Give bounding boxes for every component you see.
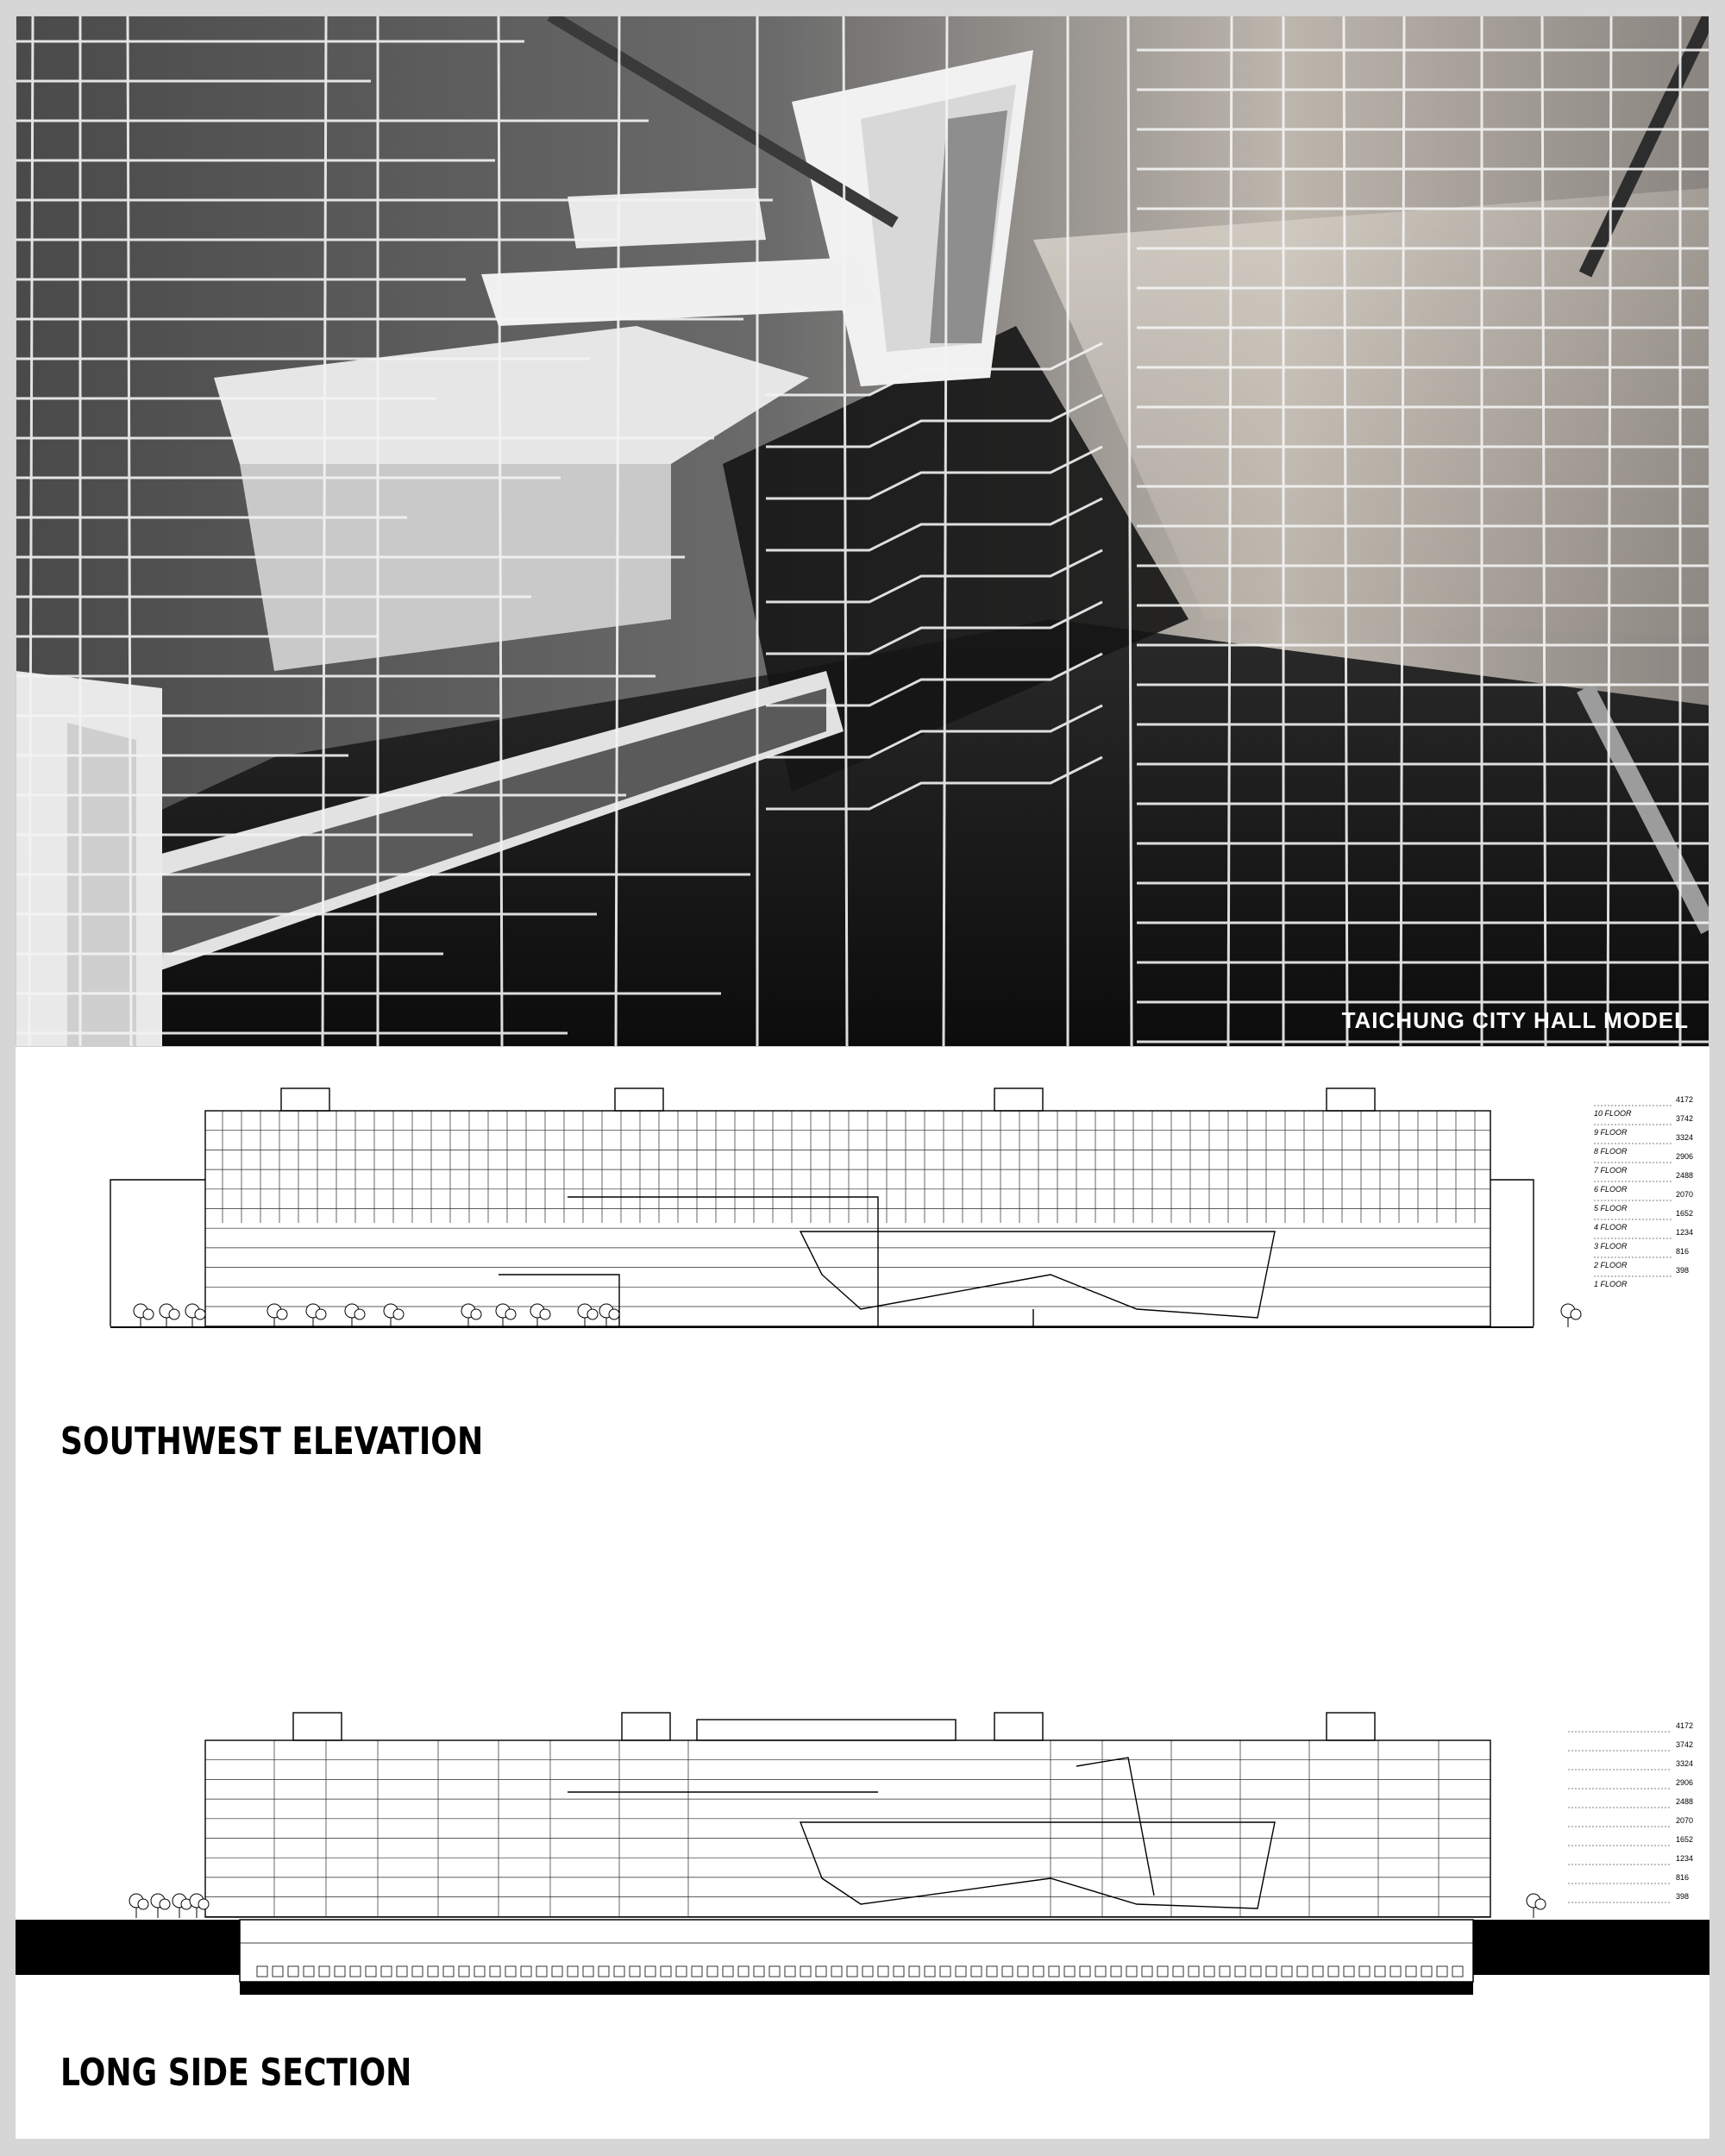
elevation-floor-label: 7 FLOOR bbox=[1594, 1166, 1628, 1175]
elevation-level-label: 816 bbox=[1676, 1247, 1690, 1256]
section-level-label: 2070 bbox=[1676, 1816, 1694, 1825]
southwest-elevation-title: SOUTHWEST ELEVATION bbox=[60, 1420, 484, 1463]
elevation-level-label: 1234 bbox=[1676, 1228, 1694, 1237]
elevation-floor-label: 5 FLOOR bbox=[1594, 1204, 1628, 1213]
photo-caption: TAICHUNG CITY HALL MODEL bbox=[1341, 1007, 1689, 1033]
section-level-label: 1652 bbox=[1676, 1835, 1694, 1844]
section-level-label: 3742 bbox=[1676, 1740, 1694, 1749]
elevation-floor-label: 6 FLOOR bbox=[1594, 1185, 1628, 1194]
elevation-floor-label: 3 FLOOR bbox=[1594, 1242, 1628, 1250]
long-side-section-title: LONG SIDE SECTION bbox=[60, 2051, 412, 2095]
elevation-level-label: 3324 bbox=[1676, 1133, 1694, 1142]
section-level-label: 2488 bbox=[1676, 1797, 1694, 1806]
section-level-label: 816 bbox=[1676, 1873, 1690, 1882]
section-level-label: 4172 bbox=[1676, 1721, 1694, 1730]
elevation-floor-label: 2 FLOOR bbox=[1594, 1261, 1628, 1269]
elevation-floor-label: 10 FLOOR bbox=[1594, 1109, 1632, 1118]
section-level-label: 2906 bbox=[1676, 1778, 1694, 1787]
long-side-section-drawing bbox=[16, 1697, 1709, 2042]
section-level-label: 1234 bbox=[1676, 1854, 1694, 1863]
elevation-level-label: 1652 bbox=[1676, 1209, 1694, 1218]
elevation-level-label: 2488 bbox=[1676, 1171, 1694, 1180]
elevation-floor-label: 9 FLOOR bbox=[1594, 1128, 1628, 1137]
elevation-floor-label: 1 FLOOR bbox=[1594, 1280, 1628, 1288]
section-level-label: 3324 bbox=[1676, 1759, 1694, 1768]
elevation-level-label: 398 bbox=[1676, 1266, 1690, 1275]
elevation-floor-label: 8 FLOOR bbox=[1594, 1147, 1628, 1156]
elevation-level-label: 3742 bbox=[1676, 1114, 1694, 1123]
section-level-label: 398 bbox=[1676, 1892, 1690, 1901]
elevation-level-label: 2906 bbox=[1676, 1152, 1694, 1161]
model-photo bbox=[16, 16, 1709, 1047]
elevation-floor-label: 4 FLOOR bbox=[1594, 1223, 1628, 1232]
drawing-sheet bbox=[16, 16, 1709, 2139]
elevation-level-label: 2070 bbox=[1676, 1190, 1694, 1199]
elevation-level-label: 4172 bbox=[1676, 1095, 1694, 1104]
southwest-elevation-drawing bbox=[16, 1076, 1709, 1378]
